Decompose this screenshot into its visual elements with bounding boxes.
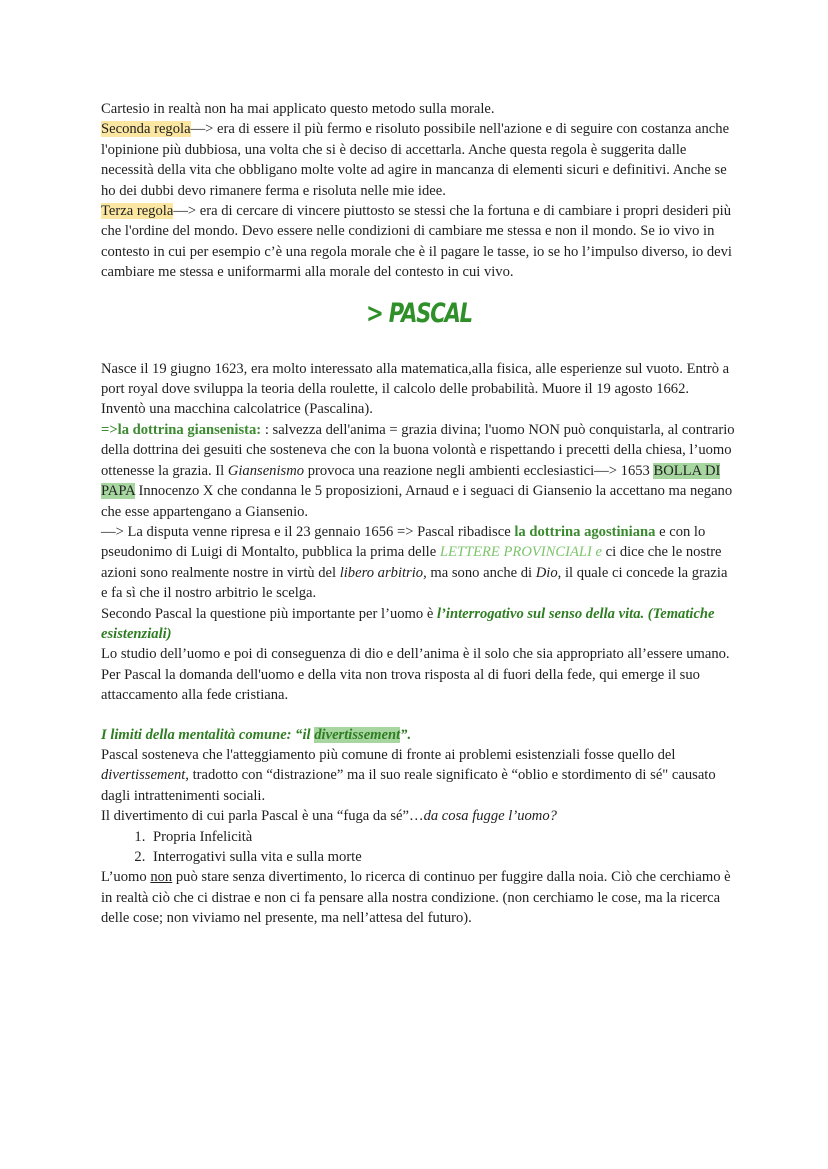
list-item: 2. Interrogativi sulla vita e sulla morte bbox=[149, 847, 737, 867]
third-rule-text: —> era di cercare di vincere piuttosto se stessi che la fortuna e di cambiare i propri desideri più che l'ordine del mondo. Devo essere nelle condizioni di cambiare me stessa e non il mondo. Se io vivo in contesto in cui per esempio c’è una regola morale che è il pagare le tasse, io se ho l’impulso diverso, io devi cambiare me stessa e uniformarmi alla morale del contesto in cui vivo. bbox=[101, 203, 732, 281]
divertissement-highlight: divertissement bbox=[314, 726, 401, 743]
divertissement-text-1: Pascal sosteneva che l'atteggiamento più comune di fronte ai problemi esistenziali fosse quello del bbox=[101, 746, 676, 763]
dispute-text-5: , il quale ci concede la grazia e fa sì che il nostro arbitrio le scelga. bbox=[101, 564, 728, 602]
doctrine-text-1: : salvezza dell'anima = grazia divina; l'uomo NON può conquistarla, al contrario della dottrina dei gesuiti che sosteneva che con la buona volontà e rispettando i precetti della chiesa, l’uomo ottenesse la grazia. Il bbox=[101, 421, 735, 479]
paragraph-study: Lo studio dell’uomo e poi di conseguenza di dio e dell’anima è il solo che sia appropriato all’essere umano. bbox=[101, 646, 730, 663]
dispute-text-1: —> La disputa venne ripresa e il 23 gennaio 1656 => Pascal ribadisce bbox=[101, 523, 515, 540]
paragraph-dispute bbox=[101, 522, 737, 604]
section-title-pascal: > PASCAL bbox=[366, 297, 472, 329]
conclusion-text-1: L’uomo bbox=[101, 869, 151, 886]
escape-question: da cosa fugge l’uomo? bbox=[423, 808, 557, 825]
agostiniana-term: la dottrina agostiniana bbox=[514, 523, 656, 540]
second-rule-label: Seconda regola bbox=[101, 121, 191, 138]
paragraph-third-rule bbox=[101, 201, 737, 283]
dispute-text-3: ci dice che le nostre azioni sono realmente nostre in virtù del bbox=[101, 544, 722, 581]
doctrine-label: la dottrina giansenista bbox=[117, 421, 257, 438]
paragraph-escape bbox=[101, 806, 737, 826]
paragraph-faith: Per Pascal la domanda dell'uomo e della vita non trova risposta al di fuori della fede, qui emerge il suo attaccamento alla fede cristiana. bbox=[101, 666, 700, 704]
escape-text: Il divertimento di cui parla Pascal è una “fuga da sé”… bbox=[101, 808, 424, 825]
heading-limits-text-1: I limiti della mentalità comune: “il bbox=[101, 726, 315, 743]
giansenismo-term: Giansenismo bbox=[227, 462, 305, 479]
conclusion-text-2: può stare senza divertimento, lo ricerca di continuo per fuggire dalla noia. Ciò che cerchiamo è in realtà ciò che ci distrae e non ci fa pensare alla nostra condizione. (non cerchiamo le cose, ma la ricerca delle cose; non viviamo nel presente, ma nell’attesa del futuro). bbox=[101, 869, 731, 927]
paragraph-doctrine bbox=[101, 420, 737, 522]
divertissement-term: divertissement, bbox=[101, 767, 189, 784]
lettere-provinciali-term: LETTERE PROVINCIALI e bbox=[439, 544, 602, 561]
third-rule-label: Terza regola bbox=[101, 203, 174, 220]
second-rule-text: —> era di essere il più fermo e risoluto possibile nell'azione e di seguire con costanza anche l'opinione più dubbiosa, una volta che si è deciso di accettarla. Anche questa regola è suggerita dalle necessità della vita che obbligano molte volte ad agire in mancanza di elementi sicuri e definitivi. Anche se ho dei dubbi devo rimanere ferma e risoluta nelle mie idee. bbox=[101, 121, 730, 199]
spacer bbox=[101, 706, 737, 725]
escape-list bbox=[101, 827, 737, 868]
heading-limits-text-2: ”. bbox=[400, 726, 412, 743]
paragraph-divertissement bbox=[101, 745, 737, 806]
non-underlined: non bbox=[150, 869, 173, 886]
paragraph-cartesio: Cartesio in realtà non ha mai applicato questo metodo sulla morale. bbox=[101, 101, 495, 117]
libero-arbitrio-term: libero arbitrio bbox=[339, 564, 424, 581]
list-item: 1. Propria Infelicità bbox=[149, 827, 737, 847]
paragraph-biography: Nasce il 19 giugno 1623, era molto interessato alla matematica,alla fisica, alle esperienze sul vuoto. Entrò a port royal dove sviluppa la teoria della roulette, il calcolo delle probabilità. Muore il 19 agosto 1662. Inventò una macchina calcolatrice (Pascalina). bbox=[101, 360, 730, 418]
divertissement-text-2: tradotto con “distrazione” ma il suo reale significato è “oblio e stordimento di sé" causato dagli intrattenimenti sociali. bbox=[101, 767, 716, 804]
dispute-text-2: e con lo pseudonimo di Luigi di Montalto, pubblica la prima delle bbox=[101, 523, 706, 561]
doctrine-text-3: Innocenzo X che condanna le 5 proposizioni, Arnaud e i seguaci di Giansenio la accettano ma negano che esse appartengano a Giansenio. bbox=[101, 483, 733, 520]
doctrine-text-2: provoca una reazione negli ambienti ecclesiastici—> 1653 bbox=[304, 462, 654, 479]
paragraph-question bbox=[101, 604, 737, 645]
paragraph-conclusion bbox=[101, 867, 737, 928]
question-text: Secondo Pascal la questione più importante per l’uomo è bbox=[101, 605, 437, 622]
heading-limits bbox=[101, 725, 737, 745]
doctrine-arrow: => bbox=[101, 421, 118, 438]
dio-term: Dio bbox=[535, 564, 558, 581]
question-emphasis: l’interrogativo sul senso della vita. (Tematiche esistenziali) bbox=[101, 605, 715, 642]
bolla-highlight: BOLLA DI PAPA bbox=[101, 462, 721, 500]
dispute-text-4: , ma sono anche di bbox=[423, 564, 536, 581]
paragraph-second-rule bbox=[101, 119, 737, 201]
document-body bbox=[101, 99, 737, 929]
doctrine-colon: : bbox=[256, 421, 265, 438]
